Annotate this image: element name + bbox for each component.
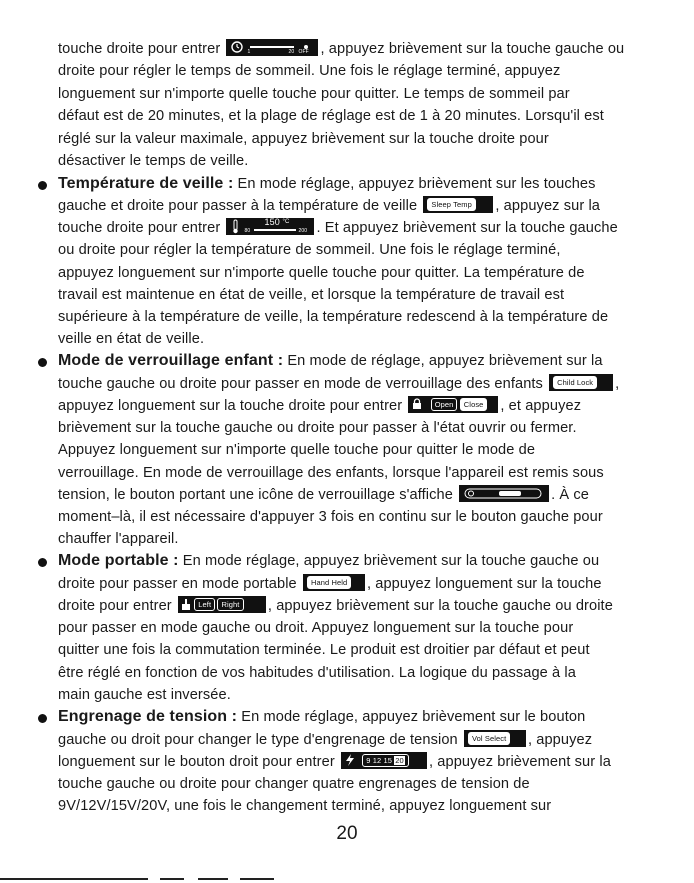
- text-line: touche droite pour entrer 150 °C 80 200 . Et appuyez brièvement sur la touche gauche: [58, 216, 618, 236]
- voltage-screen-icon: 9 12 15 20: [341, 752, 427, 769]
- text-line: touche gauche ou droite pour changer quatre engrenages de tension de: [58, 776, 530, 792]
- text-line: gauche et droite pour passer à la température de veille Sleep Temp , appuyez sur la: [58, 195, 600, 217]
- text-line: ou droite pour régler la température de sommeil. Une fois le réglage terminé,: [58, 242, 561, 258]
- hand-held-menu-icon: Hand Held: [303, 574, 365, 591]
- section-title: Température de veille :: [58, 175, 234, 192]
- hand-icon: [180, 597, 192, 611]
- text-line: supérieure à la température de veille, la température redescend à la température de: [58, 309, 609, 325]
- section-title: Mode de verrouillage enfant :: [58, 352, 284, 369]
- page-number: 20: [336, 823, 358, 844]
- text-line: moment–là, il est nécessaire d'appuyer 3 fois en continu sur le bouton gauche pour: [58, 509, 603, 525]
- section-heading-line: Engrenage de tension : En mode réglage, appuyez brièvement sur le bouton: [58, 708, 586, 725]
- section-title: Mode portable :: [58, 552, 179, 569]
- text-line: brièvement sur la touche gauche ou droite pour passer à l'état ouvrir ou fermer.: [58, 420, 577, 436]
- footer-rule: [160, 878, 184, 880]
- section-heading-line: Mode de verrouillage enfant : En mode de réglage, appuyez brièvement sur la: [58, 352, 603, 369]
- text-line: touche gauche ou droite pour passer en mode de verrouillage des enfants Child Lock ,: [58, 373, 619, 395]
- text-line: pour passer en mode gauche ou droit. Appuyez longuement sur la touche pour: [58, 620, 574, 636]
- footer-rule: [0, 878, 148, 880]
- lock-icon: [412, 398, 422, 410]
- bullet-icon: [38, 358, 47, 367]
- lightning-icon: [344, 753, 356, 767]
- locked-button-screen-icon: [459, 485, 549, 502]
- text-line: désactiver le temps de veille.: [58, 153, 249, 169]
- text-line: touche droite pour entrer 1 20 OFF , appuyez brièvement sur la touche gauche ou: [58, 38, 624, 60]
- text-line: droite pour régler le temps de sommeil. Une fois le réglage terminé, appuyez: [58, 63, 561, 79]
- section-heading-line: Température de veille : En mode réglage, appuyez brièvement sur les touches: [58, 175, 596, 192]
- text-line: longuement sur n'importe quelle touche pour quitter. Le temps de sommeil par: [58, 86, 570, 102]
- text-line: verrouillage. En mode de verrouillage des enfants, lorsque l'appareil est remis sous: [58, 465, 604, 481]
- text-line: main gauche est inversée.: [58, 687, 231, 703]
- text-line: droite pour entrer Left Right , appuyez brièvement sur la touche gauche ou droite: [58, 595, 613, 617]
- text-line: veille en état de veille.: [58, 331, 205, 347]
- text-line: travail est maintenue en état de veille, et lorsque la température de travail est: [58, 287, 565, 303]
- section-heading-line: Mode portable : En mode réglage, appuyez brièvement sur la touche gauche ou: [58, 552, 600, 569]
- sleep-time-screen-icon: 1 20 OFF: [226, 39, 318, 56]
- sleep-temp-screen-icon: 150 °C 80 200: [226, 218, 314, 235]
- hand-held-screen-icon: Left Right: [178, 596, 266, 613]
- child-lock-menu-icon: Child Lock: [549, 374, 613, 391]
- bullet-icon: [38, 181, 47, 190]
- text-line: défaut est de 20 minutes, et la plage de réglage est de 1 à 20 minutes. Lorsqu'il est: [58, 108, 604, 124]
- vol-select-menu-icon: Vol Select: [464, 730, 526, 747]
- text-line: droite pour passer en mode portable Hand Held , appuyez longuement sur la touche: [58, 573, 602, 595]
- text-line: être réglé en fonction de vos habitudes d'utilisation. La logique du passage à la: [58, 665, 576, 681]
- section-title: Engrenage de tension :: [58, 708, 238, 725]
- text-line: 9V/12V/15V/20V, une fois le changement terminé, appuyez longuement sur: [58, 798, 552, 814]
- text-line: quitter une fois la commutation terminée. Le produit est droitier par défaut et peut: [58, 642, 590, 658]
- text-line: appuyez longuement sur n'importe quelle touche pour quitter. La température de: [58, 265, 585, 281]
- text-line: chauffer l'appareil.: [58, 531, 179, 547]
- child-lock-screen-icon: Open Close: [408, 396, 498, 413]
- bullet-icon: [38, 714, 47, 723]
- text-line: gauche ou droit pour changer le type d'engrenage de tension Vol Select , appuyez: [58, 729, 592, 751]
- sleep-temp-menu-icon: Sleep Temp: [423, 196, 493, 213]
- text-line: longuement sur le bouton droit pour entrer 9 12 15 20 , appuyez brièvement sur la: [58, 751, 611, 773]
- text-line: tension, le bouton portant une icône de verrouillage s'affiche . À ce: [58, 484, 589, 506]
- bullet-icon: [38, 558, 47, 567]
- footer-rule: [240, 878, 274, 880]
- text-line: réglé sur la valeur maximale, appuyez brièvement sur la touche droite pour: [58, 131, 549, 147]
- text-line: Appuyez longuement sur n'importe quelle touche pour quitter le mode de: [58, 442, 536, 458]
- text-line: appuyez longuement sur la touche droite pour entrer Open Close , et appuyez: [58, 395, 581, 417]
- footer-rule: [198, 878, 228, 880]
